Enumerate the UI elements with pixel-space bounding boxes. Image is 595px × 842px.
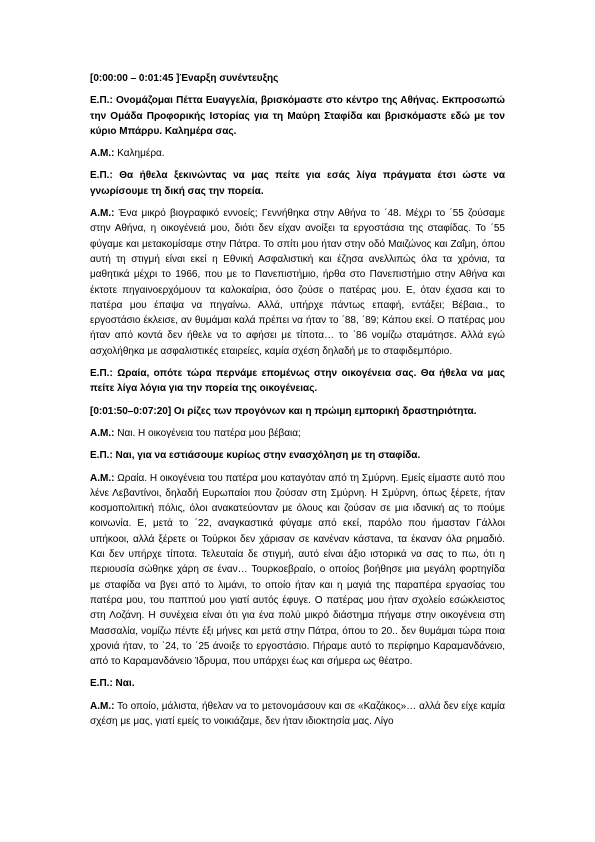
section-heading: [0:01:50–0:07:20] Οι ρίζες των προγόνων και η πρώιμη εμπορική δραστηριότητα.	[90, 405, 477, 417]
interviewer-paragraph: Ε.Π.: Ναι, για να εστιάσουμε κυρίως στην ενασχόληση με τη σταφίδα.	[90, 450, 421, 462]
interviewer-paragraph: Ε.Π.: Ωραία, οπότε τώρα περνάμε επομένως στην οικογένεια σας. Θα ήθελα να μας πείτε λίγα λόγια για την πορεία της οικογένειας.	[90, 368, 505, 395]
interviewee-paragraph: Α.Μ.: Καλημέρα.	[90, 148, 165, 160]
interviewee-paragraph: Α.Μ.: Ναι. Η οικογένεια του πατέρα μου βέβαια;	[90, 427, 301, 439]
interviewee-paragraph: Α.Μ.: Το οποίο, μάλιστα, ήθελαν να το μετονομάσουν και σε «Καζάκος»… αλλά δεν είχε καμία σχέση με μας, γιατί εμείς το νοικιάζαμε, δεν ήταν ιδιοκτησία μας. Λίγο	[90, 700, 505, 727]
interviewer-paragraph: Ε.Π.: Ναι.	[90, 678, 135, 690]
interviewer-paragraph: Ε.Π.: Θα ήθελα ξεκινώντας να μας πείτε για εσάς λίγα πράγματα έτσι ώστε να γνωρίσουμε τη δική σας την πορεία.	[90, 170, 505, 197]
section-heading: [0:00:00 – 0:01:45 ]Έναρξη συνέντευξης	[90, 73, 279, 84]
interviewer-paragraph: Ε.Π.: Ονομάζομαι Πέττα Ευαγγελία, βρισκόμαστε στο κέντρο της Αθήνας. Εκπροσωπώ την Ομάδα Προφορικής Ιστορίας για τη Μαύρη Σταφίδα και βρισκόμαστε εδώ με τον κύριο Μπάρρυ. Καλημέρα σας.	[90, 95, 505, 137]
interviewee-paragraph: Α.Μ.: Ένα μικρό βιογραφικό εννοείς; Γεννήθηκα στην Αθήνα το ΄48. Μέχρι το ΄55 ζούσαμε στην Αθήνα, η οικογένειά μου, διότι δεν είχαν ανοίξει τα εργοστάσια της σταφίδας. Το ΄55 φύγαμε και μετακομίσαμε στην Πάτρα. Το σπίτι μου ήταν στην οδό Μαιζώνος και Ζαΐμη, όπου αυτή τη στιγμή είναι εκεί η Εθνική Ασφαλιστική και έζησα ανελλιπώς όλα τα χρόνια, τα μαθητικά μέχρι το 1966, που με το Πανεπιστήμιο, ήρθα στο Πανεπιστήμιο στην Αθήνα και έκτοτε πηγαινοερχόμουν τα καλοκαίρια, όσο ζούσε ο πατέρας μου. Ε, όταν έχασα και το πατέρα μου έπαψα να πηγαίνω. Αλλά, υπήρχε πάντως επαφή, εντάξει; Βέβαια., το εργοστάσιο έκλεισε, αν θυμάμαι καλά πρέπει να ήταν το ΄88, ΄89; Κάπου εκεί. Ο πατέρας μου ήταν από κοντά δεν ήθελε να το αφήσει με τίποτα… το ΄86 νομίζω σταμάτησε. Αλλά εγώ ασχολήθηκα με ασφαλιστικές εταιρείες, καμία σχέση δηλαδή με το σταφιδεμπόριο.	[90, 208, 505, 357]
interviewee-paragraph: Α.Μ.: Ωραία. Η οικογένεια του πατέρα μου καταγόταν από τη Σμύρνη. Εμείς είμαστε αυτό που λένε Λεβαντίνοι, δηλαδή Ευρωπαίοι που ζούσαν στη Σμύρνη. Η Σμύρνη, όπως ξέρετε, ήταν κοσμοπολιτική πόλις, όλοι ανακατεύονταν με όλους και ζούσαν σε μια ιδανική ας το πούμε κοινωνία. Ε, μετά το ΄22, αναγκαστικά φύγαμε από εκεί, παρόλο που ήμασταν Γάλλοι υπήκοοι, αλλά ξέρετε οι Τούρκοι δεν χάρισαν σε κανέναν κάστανα, τα έκαναν όλα ρημαδιό. Και δεν υπήρχε τίποτα. Τελευταία δε στιγμή, αυτό είναι άξιο ιστορικά να σας το πω, ότι η περιουσία σώθηκε χάρη σε έναν… Τουρκοεβραίο, ο οποίος βοήθησε μια μεγάλη φορτηγίδα με σταφίδα να βγει από το λιμάνι, το οποίο ήταν και η μαγιά της παραπέρα εργασίας του πατέρα μου, του παππού μου γιατί αυτός έφυγε. Ο πατέρας μου ήταν σχολείο εσώκλειστος στη Λοζάνη. Η συνέχεια είναι ότι για ένα πολύ μικρό διάστημα πήγαμε στην οικογένεια στη Μασσαλία, νομίζω πέντε έξι μήνες και μετά στην Πάτρα, όπου το 20.. δεν θυμάμαι τώρα ποια χρονιά ήταν, το ΄24, το ΄25 άνοιξε το εργοστάσιο. Πήραμε αυτό το περίφημο Καραμανδάνειο, από το Καραμανδάνειο Ίδρυμα, που υπάρχει έως και σήμερα ως θέατρο.	[90, 472, 505, 668]
